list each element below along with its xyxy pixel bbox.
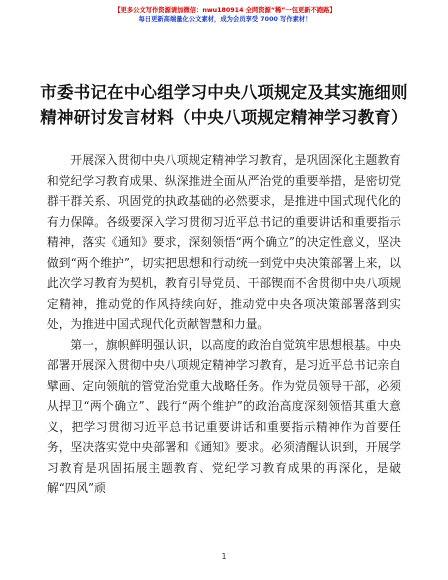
page-number: 1 [221,552,227,561]
promo-banner-line-2: 每日更新高端量化公文素材，成为会员享受 7000 写作素材！ [138,16,312,23]
promo-banner [60,6,390,24]
body-paragraph-1: 开展深入贯彻中央八项规定精神学习教育，是巩固深化主题教育和党纪学习教育成果、纵深推进全面从严治党的重要举措，是密切党群干群关系、巩固党的执政基础的必然要求，是推进中国式现代化的有力保障。各级要深入学习贯彻习近平总书记的重要讲话和重要指示精神，落实《通知》要求，深刻领悟“两个确立”的决定性意义，坚决做到“两个维护”，切实把思想和行动统一到党中央决策部署上来，以此次学习教育为契机，教育引导党员、干部锲而不舍贯彻中央八项规定精神，推动党的作风持续向好，推动党中央各项决策部署落到实处，为推进中国式现代化贡献智慧和力量。 [47,153,401,331]
document-title: 市委书记在中心组学习中央八项规定及其实施细则精神研讨发言材料（中央八项规定精神学习教育） [40,83,408,127]
body-paragraph-2: 第一，旗帜鲜明强认识，以高度的政治自觉筑牢思想根基。中央部署开展深入贯彻中央八项规定精神学习教育，是习近平总书记亲自擘画、定向领航的管党治党重大战略任务。作为党员领导干部，必须从捍卫“两个确立”、践行“两个维护”的政治高度深刻领悟其重大意义，把学习贯彻习近平总书记重要讲话和重要指示精神作为首要任务，坚决落实党中央部署和《通知》要求。必须清醒认识到，开展学习教育是巩固拓展主题教育、党纪学习教育成果的再深化，是破解“四风”顽 [47,337,401,495]
promo-banner-line-1: 【更多公文写作资源请加微信：nwu180914 全网资源“稀”一包更新不跑路】 [114,7,336,14]
document-body [47,150,401,499]
